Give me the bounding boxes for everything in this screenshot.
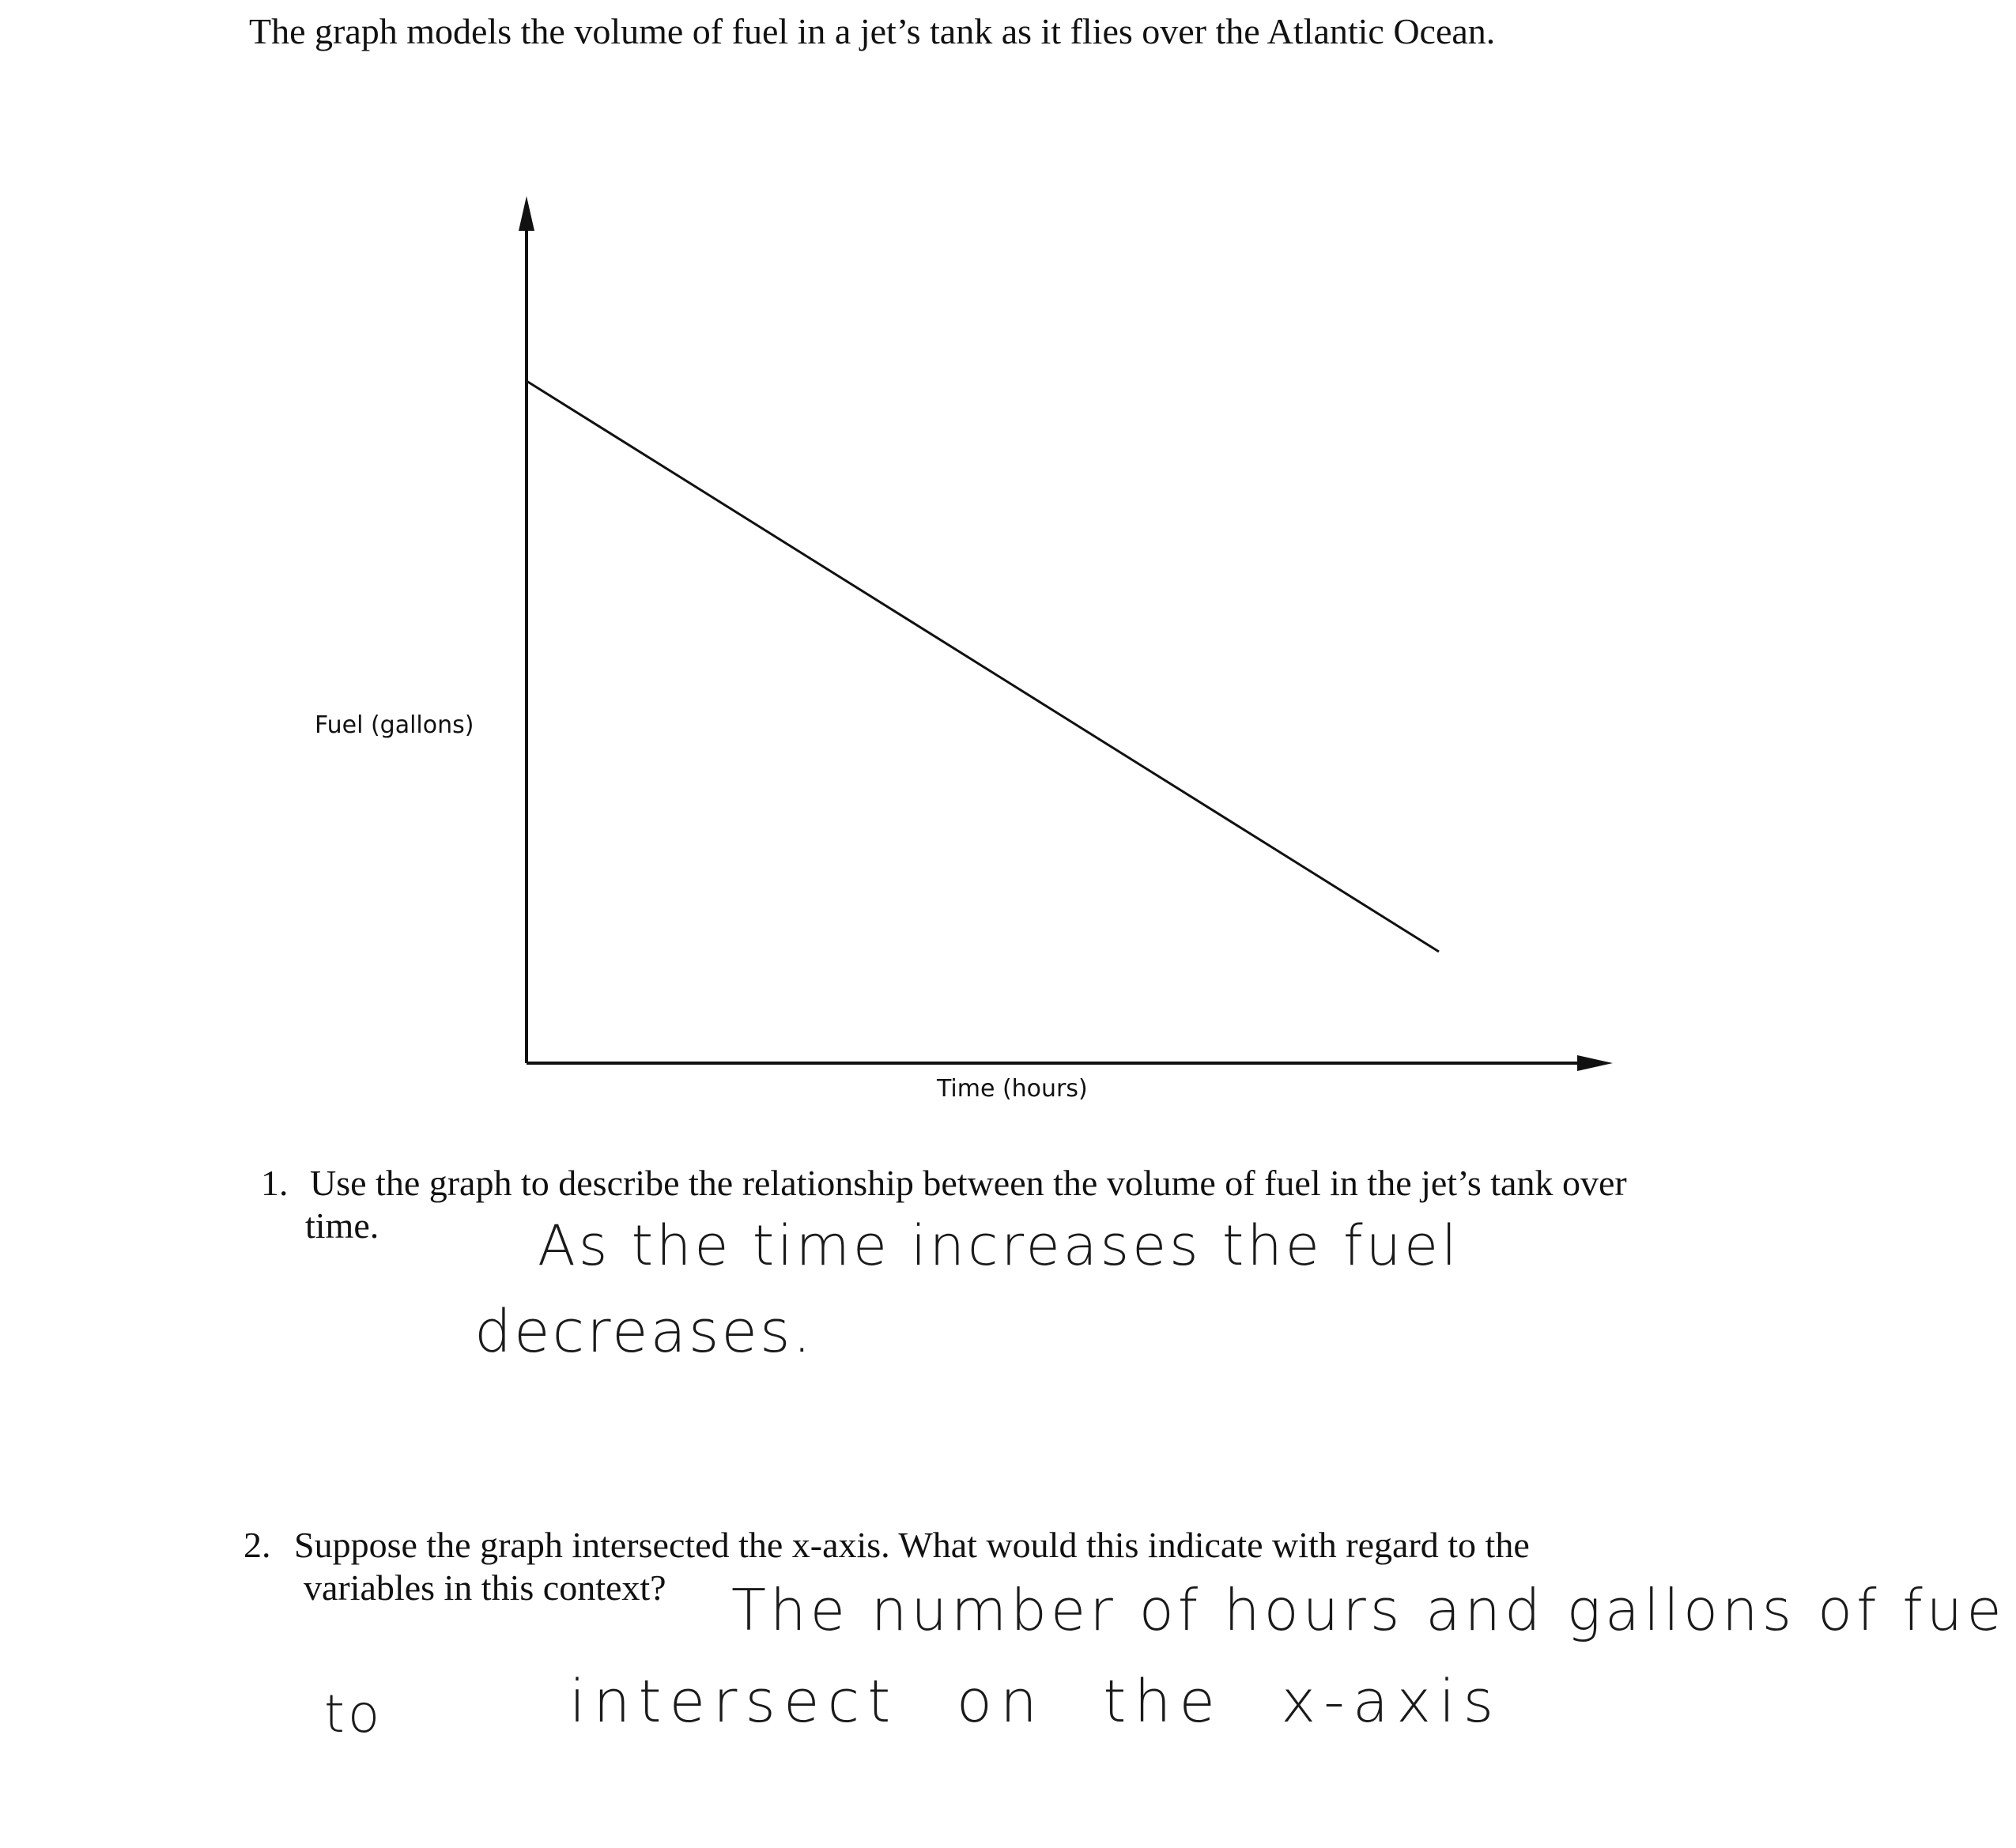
y-axis-arrow <box>519 196 534 231</box>
question-number: 1. <box>261 1163 289 1203</box>
x-axis-arrow <box>1577 1055 1613 1071</box>
handwritten-answer: to <box>324 1684 383 1744</box>
handwritten-answer: intersect on the x-axis <box>569 1668 1502 1736</box>
intro-text: The graph models the volume of fuel in a jet’s tank as it flies over the Atlantic Ocean. <box>249 11 1496 51</box>
question-text: Use the graph to describe the relationship between the volume of fuel in the jet’s tank over <box>310 1163 1627 1203</box>
handwritten-answer: decreases. <box>474 1298 814 1366</box>
x-axis-label: Time (hours) <box>937 1075 1088 1103</box>
question-text-continued: variables in this context? <box>304 1567 666 1608</box>
question-number: 2. <box>244 1525 271 1565</box>
handwritten-answer: As the time increases the fuel <box>538 1213 1460 1278</box>
fuel-line <box>527 381 1439 952</box>
question-text-continued: time. <box>305 1205 379 1246</box>
y-axis-label: Fuel (gallons) <box>315 711 474 739</box>
handwritten-answer: The number of hours and gallons of fue <box>731 1577 2006 1643</box>
question-text: Suppose the graph intersected the x-axis. What would this indicate with regard to the <box>294 1525 1530 1565</box>
